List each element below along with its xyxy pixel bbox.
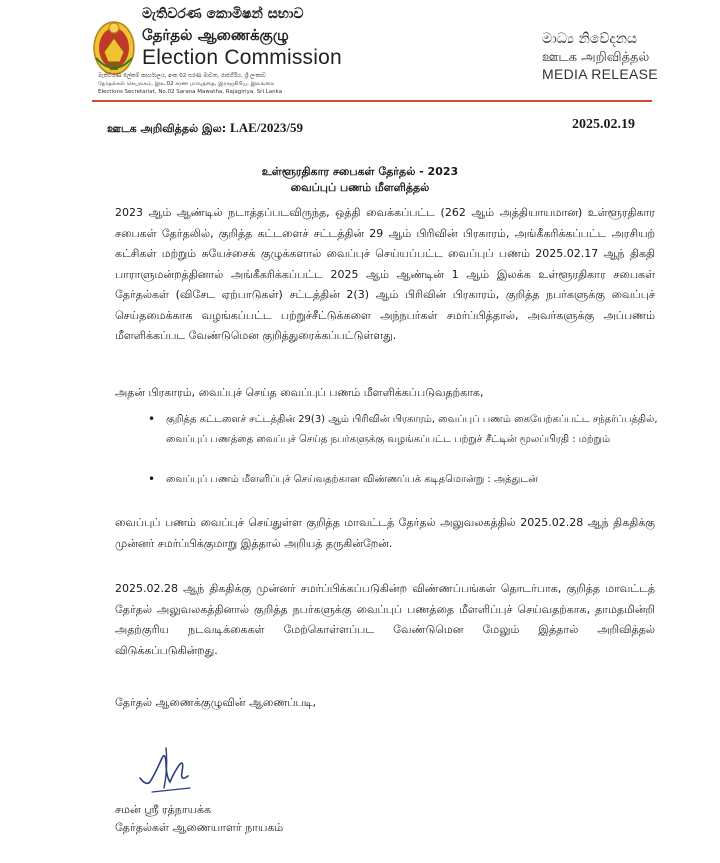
signature-icon bbox=[132, 742, 202, 798]
document-title: உள்ளூரதிகார சபைகள் தேர்தல் - 2023 bbox=[261, 165, 459, 178]
media-release-sinhala: මාධ්‍ය නිවේදනය bbox=[542, 31, 638, 47]
address-tamil: தேர்தல்கள் செயலகம், இல.02 சரண மாவத்தை, இராஜகிரிய, இலங்கை bbox=[98, 81, 275, 87]
list-item: • வைப்புப் பணம் மீளளிப்புச் செய்வதற்கான விண்ணப்பக் கடிதமொன்று : அத்துடன் bbox=[148, 470, 658, 490]
reference-code: LAE/2023/59 bbox=[230, 120, 304, 135]
reference-number bbox=[107, 120, 303, 137]
address-sinhala: මැතිවරණ ලේකම් කාර්යාලය, අංක 02 සරණ මාවත, රාජගිරිය, ශ්‍රී ලංකාව bbox=[98, 73, 266, 79]
address-english: Elections Secretariat, No.02 Sarana Mawatha, Rajagiriya, Sri Lanka bbox=[98, 89, 283, 95]
document-subtitle: வைப்புப் பணம் மீளளித்தல் bbox=[290, 181, 430, 194]
requirements-list bbox=[148, 410, 658, 449]
media-release-tamil: ஊடக அறிவித்தல் bbox=[542, 50, 650, 65]
paragraph-submission: வைப்புப் பணம் வைப்புச் செய்துள்ள குறித்த மாவட்டத் தேர்தல் அலுவலகத்தில் 2025.02.28 ஆந் திகதிக்கு முன்னர் சமர்ப்பிக்குமாறு இத்தால் அறியத் தருகின்றேன். bbox=[115, 516, 655, 550]
header-divider bbox=[92, 100, 652, 102]
reference-label: ஊடக அறிவித்தல் இல: bbox=[107, 122, 227, 135]
paragraph-requirements-intro: அதன் பிரகாரம், வைப்புச் செய்த வைப்புப் பணம் மீளளிக்கப்படுவதற்காக, bbox=[115, 386, 484, 399]
media-release-english: MEDIA RELEASE bbox=[542, 66, 658, 82]
release-date: 2025.02.19 bbox=[572, 117, 635, 132]
paragraph-processing: 2025.02.28 ஆந் திகதிக்கு முன்னர் சமர்ப்பிக்கப்படுகின்ற விண்ணப்பங்கள் தொடர்பாக, குறித்த மாவட்டத் தேர்தல் அலுவலகத்தினால் குறித்த நபர்களுக்கு வைப்புப் பணத்தை மீளளிப்புச் செய்வதற்காக, தாமதமின்றி அதற்குரிய நடவடிக்கைகள் மேற்கொள்ளப்பட வேண்டுமென மேலும் இத்தால் அறிவித்தல் விடுக்கப்படுகின்றது. bbox=[115, 582, 655, 657]
org-name-sinhala: මැතිවරණ කොමිෂන් සභාව bbox=[142, 6, 304, 22]
org-name-english: Election Commission bbox=[142, 46, 342, 69]
org-name-tamil: தேர்தல் ஆணைக்குழு bbox=[142, 26, 289, 44]
letterhead bbox=[0, 0, 720, 110]
requirements-list-continued bbox=[148, 470, 658, 490]
paragraph-intro: 2023 ஆம் ஆண்டில் நடாத்தப்படவிருந்த, ஒத்தி வைக்கப்பட்ட (262 ஆம் அத்தியாயமான) உள்ளூரதிகார சபைகள் தேர்தலில், குறித்த கட்டளைச் சட்டத்தின் 29 ஆம் பிரிவின் பிரகாரம், அங்கீகரிக்கப்பட்ட அரசியற் கட்சிகள் மற்றும் சுயேச்சைக் குழுக்களால் வைப்புச் செய்யப்பட்ட வைப்புப் பணம் 2025.02.17 ஆந் திகதி பாராளுமன்றத்தினால் அங்கீகரிக்கப்பட்ட 2025 ஆம் ஆண்டின் 1 ஆம் இலக்க உள்ளூரதிகார சபைகள் தேர்தல்கள் (விசேட ஏற்பாடுகள்) சட்டத்தின் 2(3) ஆம் பிரிவின் பிரகாரம், குறித்த நபர்களுக்கு வைப்புச் செய்தமைக்காக வழங்கப்பட்ட பற்றுச்சீட்டுக்களை அந்நபர்கள் சமர்ப்பித்தால், அவர்களுக்கு அப்பணம் மீளளிக்கப்பட வேண்டுமென குறித்துரைக்கப்பட்டுள்ளது. bbox=[115, 206, 655, 342]
signatory-name: சமன் ஸ்ரீ ரத்நாயக்க bbox=[115, 803, 212, 816]
closing-line: தேர்தல் ஆணைக்குழுவின் ஆணைப்படி, bbox=[115, 696, 316, 709]
signatory-title: தேர்தல்கள் ஆணையாளர் நாயகம் bbox=[115, 821, 284, 834]
list-item: • குறித்த கட்டளைச் சட்டத்தின் 29(3) ஆம் பிரிவின் பிரகாரம், வைப்புப் பணம் கையேற்கப்பட்ட சந்தர்ப்பத்தில், வைப்புப் பணத்தை வைப்புச் செய்த நபர்களுக்கு வழங்கப்பட்ட பற்றுச் சீட்டின் மூலப்பிரதி : மற்றும் bbox=[148, 410, 658, 449]
sri-lanka-emblem-icon bbox=[92, 18, 136, 76]
